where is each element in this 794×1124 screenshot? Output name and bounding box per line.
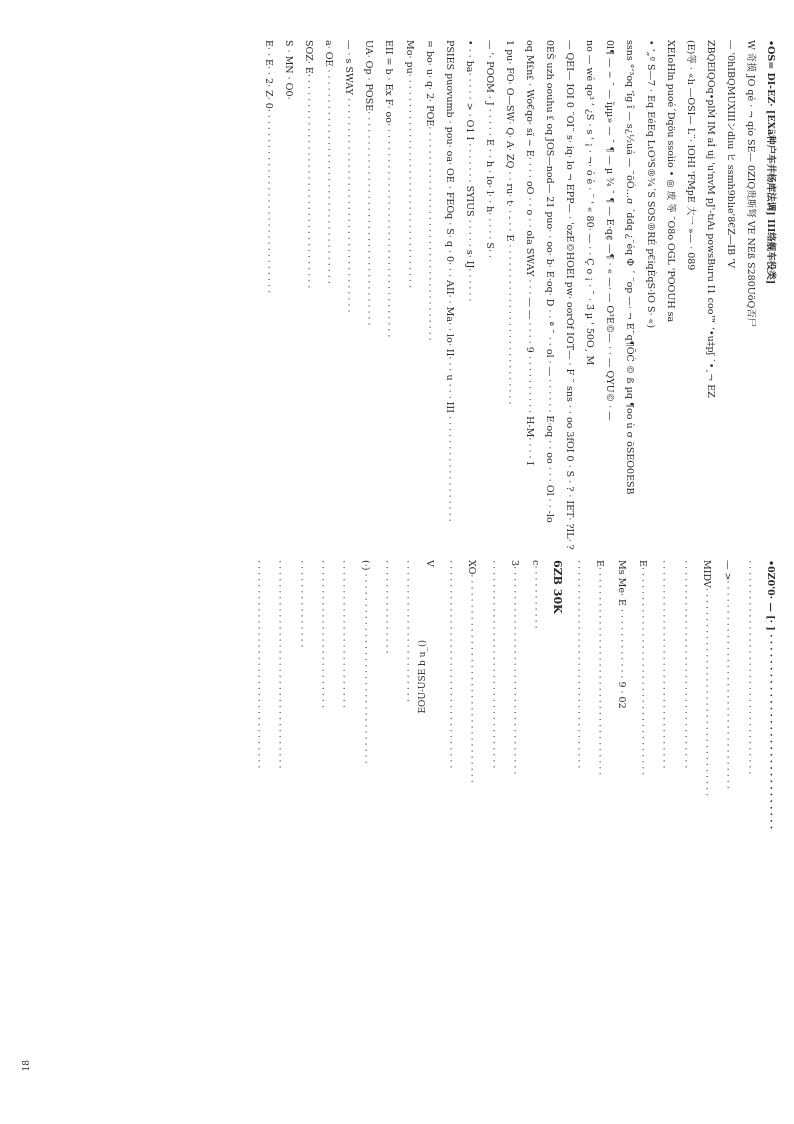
left-line (696, 560, 716, 1080)
right-line-text: EII = b · Ex F· oo· · · · · · · · · · · · · · · · · · · · · · · · · · · · · · · · · · · · (383, 40, 394, 338)
left-line (355, 560, 375, 1080)
left-line-text: Ms Me· E · · · · · · · · · · · · 9 · 02 (616, 560, 627, 709)
right-line (760, 40, 780, 580)
left-line (547, 560, 567, 1080)
left-line-text: V (424, 560, 435, 567)
right-line-text: S · MN · O0· (283, 40, 294, 100)
right-line (278, 40, 298, 580)
left-line (483, 560, 503, 1080)
left-line (269, 560, 289, 1080)
right-line (599, 40, 619, 580)
right-line-text: Mo· pu· · · · · · · · · · · · · · · · · · · · · · · · · · · · · · · · · · · · (404, 40, 415, 289)
left-line (717, 560, 737, 1080)
right-line-text: E· · E· · 2· Z· 0· · · · · · · · · · · · · · · · · · · · · · · · · · · · · · · (263, 40, 274, 294)
right-line-text: SOZ· E· · · · · · · · · · · · · · · · · · · · · · · · · · · · · · · · · · · · (303, 40, 314, 289)
left-line (739, 560, 759, 1080)
right-line-text: (E)等 · «lı —OSI— L¨· lOHI 'FMpE 大一 »— · 089 (685, 40, 696, 271)
left-line (312, 560, 332, 1080)
left-line-text: · · · · · · · · · · · · · · · (296, 560, 307, 648)
right-line-text: •OS= DI-EZ· [EXä种户车井杨库法调] III络舰车役类] (765, 40, 776, 285)
right-line (258, 40, 278, 580)
right-line (459, 40, 479, 580)
right-line-text: • ’„º S—7 · Eq EéEq LιO³S®¾´S SOS®RÉ p€iqÈqS·lO S· «) (645, 40, 656, 329)
left-line-text: 6ZB 30K (551, 560, 564, 614)
right-line (680, 40, 700, 580)
right-line (439, 40, 459, 580)
page-number: 18 (22, 1060, 32, 1072)
left-line (291, 560, 311, 1080)
left-line-text: · · · · · · · · · · · · · · · · · · · · · · · · · · · · · · · · · · · (488, 560, 499, 769)
right-line-text: • · · ba· · · · · > · O1 I · · · · · · · SYIUS · · · · · s· IJ· · · · · · (464, 40, 475, 302)
left-line-text: · · · · · · · · · · · · · · · · · · · · · · · · · · · · · · · · · · · (658, 560, 669, 769)
left-line-text: · · · · · · · · · · · · · · · · · · · · · · · · · · · · · · · · · · · (445, 560, 456, 769)
right-line-text: W 奇摸 JO qé · ¬ qío SE— 0ZIQ贵斯弩 VE NEß S280UöQ否尸 (745, 40, 756, 328)
right-line-text: — '· POOM · J · · · · · E · · h · lo· l· · h· · · · · S· · (484, 40, 495, 258)
left-line (525, 560, 545, 1080)
right-line-text: — '0hIBQMUXIIIンdlıu ヒ ssmh9blıe'8€Z―IB ’V (725, 40, 736, 269)
right-line (720, 40, 740, 580)
right-line-text: — QEI— IOI 0 ¨OI¨ s· iq· lo ¬ EPP— · 'ozE©HOEI pw· oorOf IOT— · F ¨ sns · · oo 3fOI 0 · S · ? · IET· ?IL· ? (564, 40, 575, 550)
left-line (653, 560, 673, 1080)
right-line (559, 40, 579, 580)
right-line (338, 40, 358, 580)
right-line (539, 40, 559, 580)
left-line-text: E· · · · · · · · · · · · · · · · · · · · · · · · · · · · · · · · · · · (637, 560, 648, 776)
right-line-text: ssns °’³oq ’îg ĩ — s¿½uá — ¨öÓ…σ ´ddq ¿¨éq Φ ´ ¨op —· ¬ E¨q¶ÕĆ © ß µq ¶oo ù σ öSEO0ESB (624, 40, 635, 495)
left-line-text: · · · · · · · · · · · · · · · · · · · · · · · · · · · · · · · · · · · (274, 560, 285, 769)
left-line (675, 560, 695, 1080)
left-line (440, 560, 460, 1080)
left-line-text: (·) · · · · · · · · · · · · · · · · · · · · · · · · · · · · · · · · (360, 560, 371, 764)
right-line-text: 0EŠ uzh oouhu ₤ oq JOS—nod— 21 puo· · oo· b· E·oq· D · · ª ¯ · · ol · — · · · · · · E·oq · · oo · · · Ol · · -lo (544, 40, 555, 523)
left-line-text: · · · · · · · · · · · · · · · · · · · · · · · · (402, 560, 413, 702)
left-line-text: · · · · · · · · · · · · · · · · · · · · · · · · · · · · · · · · · · · (680, 560, 691, 769)
right-line-text: PSIES puovumb · pou· oa· OE · FEOq · S· q · 0· · · AII· · Ma· · lo· II· · · u · · · III · · · · · · · · · · · · · · · · · · (444, 40, 455, 522)
right-line-text: = bo· u· q· 2· POE· · · · · · · · · · · · · · · · · · · · · · · · · · · · · · · · · · · · (424, 40, 435, 341)
left-line (504, 560, 524, 1080)
right-line-text: — · s SWAY · · · · · · · · · · · · · · · · · · · · · · · · · · · · · · · · · · · · (343, 40, 354, 313)
right-line (298, 40, 318, 580)
left-line-text: — >· · · · · · · · · · · · · · · · · · · · · · · · · · · · · · · · · · · (722, 560, 733, 789)
right-line (378, 40, 398, 580)
right-line (399, 40, 419, 580)
left-line-text: · · · · · · · · · · · · · · · · · · · · · · · · · · · · · · · · · · · · (744, 560, 755, 775)
right-line (700, 40, 720, 580)
left-line-text: XO· · · · · · · · · · · · · · · · · · · · · · · · · · · · · · · · · · · (466, 560, 477, 783)
right-line-text: no — wé qo³ ’ ¿S · s ' ¡ · ¬· ó è · ¨ ' « 80· — · · Ç o ¡ · ¯ · 3̄ µ ' 50O¸ M (584, 40, 595, 366)
left-line (589, 560, 609, 1080)
right-line-text: ZBQEIQOq•plṀ IM aİ uj 'u'nvM pJ'-tıAı powsBuru I1 ‍coo™ ‘•u‡pʃ ˙•¸¬ EZ (705, 40, 716, 398)
left-line-text: E· · · · · · · · · · · · · · · · · · · · · · · · · · · · · · · · · · · (594, 560, 605, 776)
left-line (419, 560, 439, 1080)
left-line (461, 560, 481, 1080)
right-line (419, 40, 439, 580)
right-line (619, 40, 639, 580)
right-line (579, 40, 599, 580)
left-line (376, 560, 396, 1080)
page-mark: EOU-USE b u_() (418, 640, 428, 714)
left-line-text: 3· · · · · · · · · · · · · · · · · · · · · · · · · · · · · · · · · · · (509, 560, 520, 775)
right-line (499, 40, 519, 580)
right-line (640, 40, 660, 580)
left-line (611, 560, 631, 1080)
left-line-text: •0Z0'0· — [· ] · · · · · · · · · · · · · · · · · · · · · · · · · · · · · · (765, 560, 776, 830)
right-line (519, 40, 539, 580)
right-line-text: a· OE · · · · · · · · · · · · · · · · · · · · · · · · · · · · · · · · · · · · (323, 40, 334, 284)
right-line (358, 40, 378, 580)
left-line (397, 560, 417, 1080)
right-line-text: 0l¶ — − ¯ — ĩµµ» — ¯ ¶ — µ ¾ ¯ ¶ — E·q¢ —¶ · « —· — O³E©— · · — QYU© · — (604, 40, 615, 421)
left-line (248, 560, 268, 1080)
left-line-text: MIDV· · · · · · · · · · · · · · · · · · · · · · · · · · · · · · · · · · · (701, 560, 712, 797)
left-line-text: · · · · · · · · · · · · · · · · (381, 560, 392, 654)
left-line (333, 560, 353, 1080)
left-line-text: · · · · · · · · · · · · · · · · · · · · · · · · · (317, 560, 328, 708)
right-line-text: oq M₤n₤ · Wo€qo· sï ~ E· · · · oO · · o · · ola SWAY · · · — — · · · · 9 · · · · · · · · · · H-M· · · · I (524, 40, 535, 466)
right-line-text: UA· Op · POSE· · · · · · · · · · · · · · · · · · · · · · · · · · · · · · · · · · · · (363, 40, 374, 326)
right-line-text: 1 pu· FO· O—SW· Q· A· ZQ · · ru· t· · - · · E · · · · · · · · · · · · · · · · · · · · · · · · · · · (504, 40, 515, 405)
left-line (760, 560, 780, 1080)
right-line-text: XEIoHln puoé´Dqöu ssoìio • ◎ 废 等 ¨O8o OGL 'POOUH sa (665, 40, 676, 323)
right-line (479, 40, 499, 580)
left-line-text: · · · · · · · · · · · · · · · · · · · · · · · · · · · · · · · · · · · (573, 560, 584, 769)
left-line-text: c· · · · · · · · · · · (530, 560, 541, 629)
right-line (318, 40, 338, 580)
left-line (632, 560, 652, 1080)
right-line (740, 40, 760, 580)
right-line (660, 40, 680, 580)
left-line-text: · · · · · · · · · · · · · · · · · · · · · · · · · (338, 560, 349, 708)
left-line (568, 560, 588, 1080)
left-line-text: · · · · · · · · · · · · · · · · · · · · · · · · · · · · · · · · · · · (253, 560, 264, 769)
